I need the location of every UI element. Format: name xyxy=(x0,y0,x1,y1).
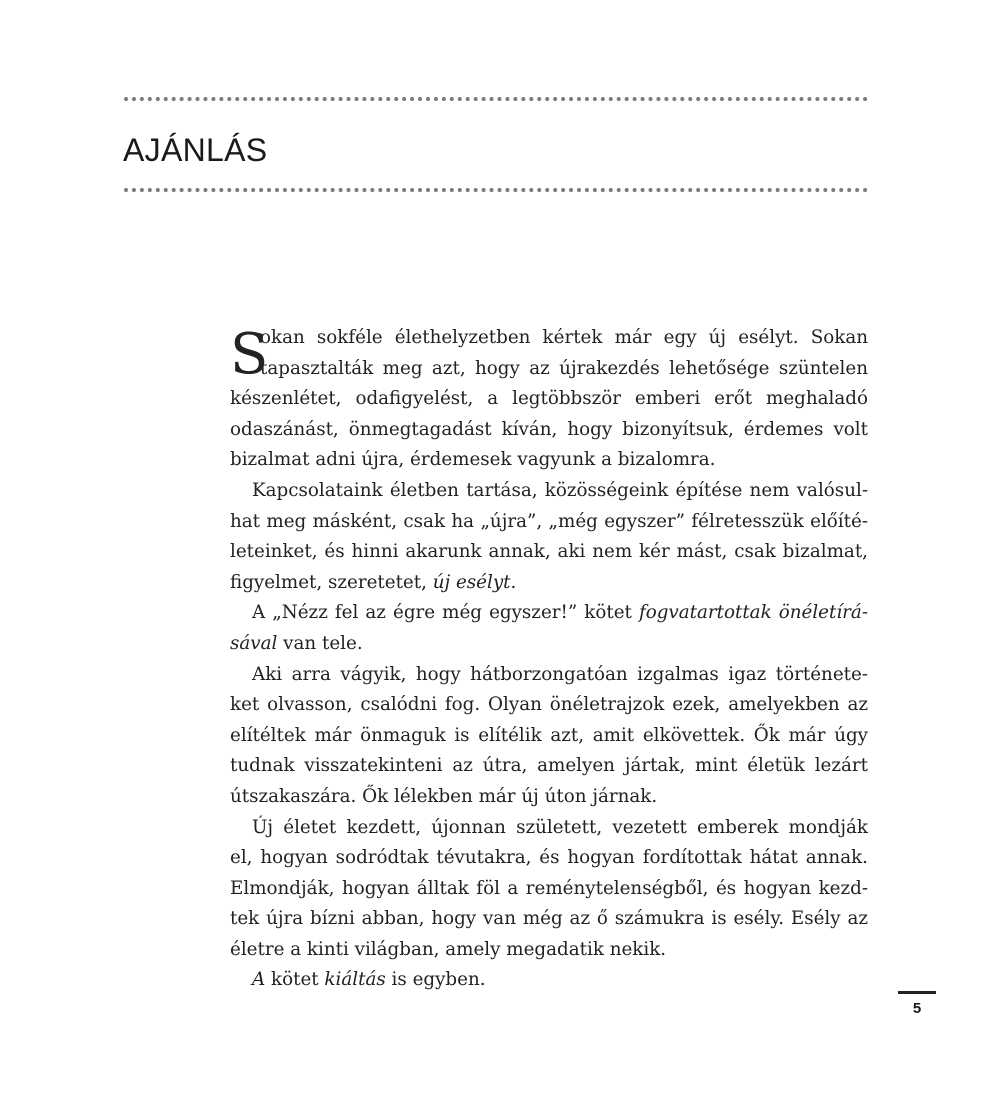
text-run: van tele. xyxy=(277,632,363,654)
text-line: tek újra bízni abban, hogy van még az ő számukra is esély. Esély az xyxy=(230,908,868,930)
page-number: 5 xyxy=(912,1000,922,1017)
text-line xyxy=(230,598,868,629)
italic-text: sával xyxy=(230,632,278,654)
text-line: útszakaszára. Ők lélekben már új úton járnak. xyxy=(230,785,658,807)
page-title: AJÁNLÁS xyxy=(123,132,268,168)
text-run: is egyben. xyxy=(385,969,486,991)
text-line: készenlétet, odafigyelést, a legtöbbször emberi erőt meghaladó xyxy=(230,388,868,410)
bottom-dotted-rule xyxy=(124,188,868,192)
drop-cap: S xyxy=(230,322,269,387)
paragraph-5 xyxy=(230,813,868,966)
text-line xyxy=(230,965,868,996)
text-line: Kapcsolataink életben tartása, közösségeink építése nem valósul- xyxy=(252,479,868,501)
text-run: kötet xyxy=(265,969,325,991)
text-line xyxy=(230,568,868,599)
text-line: leteinket, és hinni akarunk annak, aki nem kér mást, csak bizalmat, xyxy=(230,541,868,563)
top-dotted-rule xyxy=(124,97,868,101)
text-run: A „Nézz fel az égre még egyszer!” kötet xyxy=(252,602,639,624)
paragraph-6 xyxy=(230,965,868,996)
text-line: Elmondják, hogyan álltak föl a reménytelenségből, és hogyan kezd- xyxy=(230,877,868,899)
text-line: tapasztalták meg azt, hogy az újrakezdés lehetősége szüntelen xyxy=(260,357,868,379)
text-line: ket olvasson, csalódni fog. Olyan önéletrajzok ezek, amelyekben az xyxy=(230,694,868,716)
text-line: odaszánást, önmegtagadást kíván, hogy bizonyítsuk, érdemes volt xyxy=(230,418,868,440)
text-run: figyelmet, szeretetet, xyxy=(230,571,433,593)
text-line xyxy=(230,629,868,660)
italic-text: fogvatartottak önéletírá- xyxy=(638,602,868,624)
text-line: el, hogyan sodródtak tévutakra, és hogyan fordítottak hátat annak. xyxy=(230,847,868,869)
text-line: elítéltek már önmaguk is elítélik azt, amit elkövettek. Ők már úgy xyxy=(230,724,868,746)
page-number-rule xyxy=(898,991,936,994)
body-text xyxy=(230,323,868,996)
text-line: okan sokféle élethelyzetben kértek már egy új esélyt. Sokan xyxy=(260,327,868,348)
paragraph-4 xyxy=(230,660,868,813)
text-line: bizalmat adni újra, érdemesek vagyunk a bizalomra. xyxy=(230,449,716,471)
text-line: hat meg másként, csak ha „újra”, „még egyszer” félretesszük előíté- xyxy=(230,510,868,532)
italic-text: A xyxy=(252,969,266,991)
text-line: tudnak visszatekinteni az útra, amelyen jártak, mint életük lezárt xyxy=(230,755,868,777)
paragraph-3 xyxy=(230,598,868,659)
paragraph-2 xyxy=(230,476,868,598)
italic-text: kiáltás xyxy=(324,969,386,991)
paragraph-1 xyxy=(230,323,868,476)
text-line: életre a kinti világban, amely megadatik nekik. xyxy=(230,938,667,960)
text-line: Aki arra vágyik, hogy hátborzongatóan izgalmas igaz története- xyxy=(252,663,868,685)
italic-text: új esélyt. xyxy=(432,571,517,593)
text-line: Új életet kezdett, újonnan született, vezetett emberek mondják xyxy=(252,816,868,838)
